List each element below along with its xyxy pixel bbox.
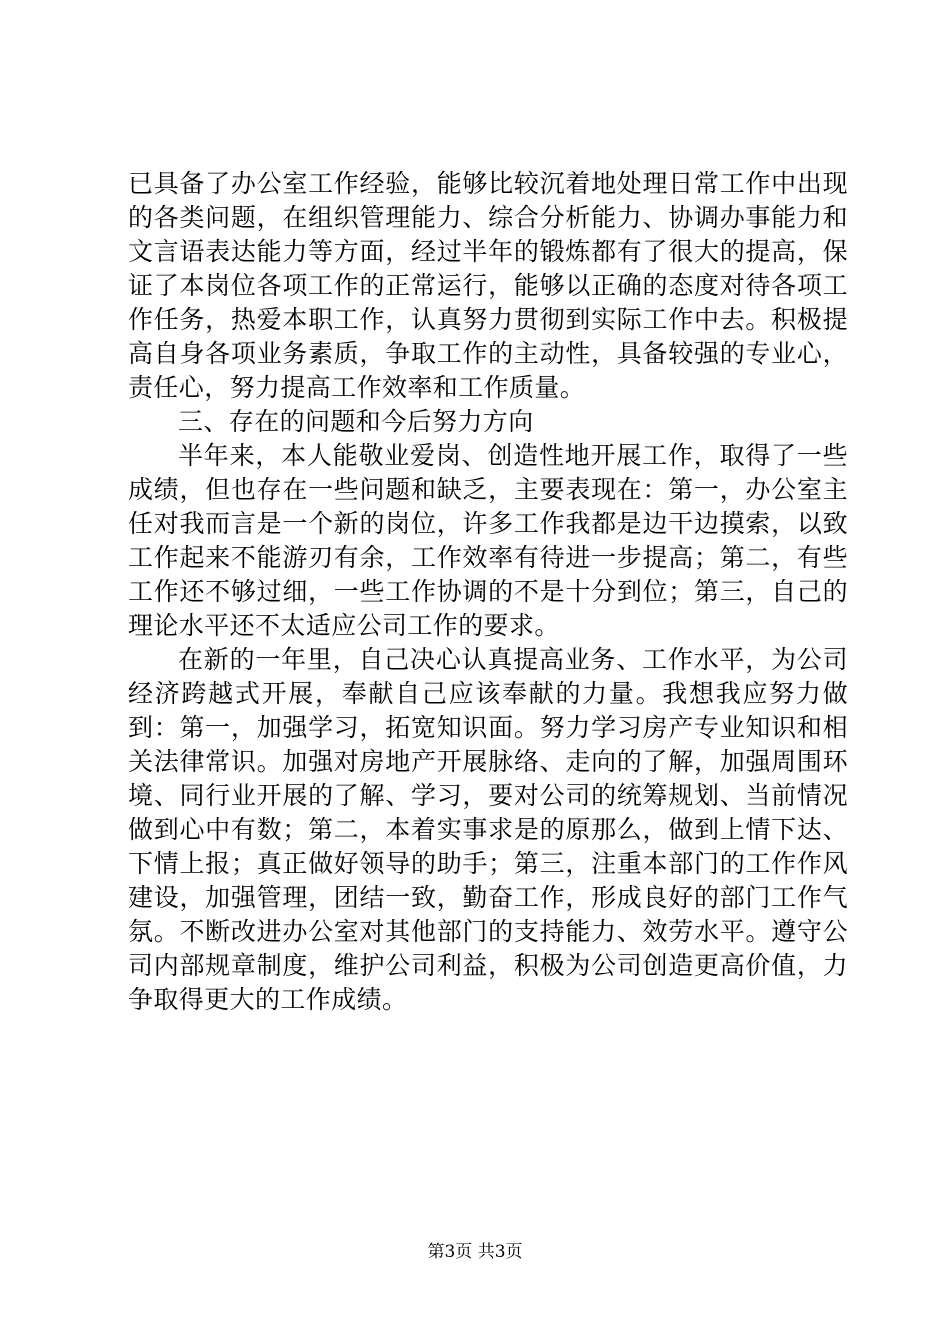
section-heading: 三、存在的问题和今后努力方向 <box>178 407 534 436</box>
paragraph-problems: 半年来，本人能敬业爱岗、创造性地开展工作，取得了一些成绩，但也存在一些问题和缺乏，主要表现在：第一，办公室主任对我而言是一个新的岗位，许多工作我都是边干边摸索，以致工作起来不能游刃有余，工作效率有待进一步提高；第二，有些工作还不够过细，一些工作协调的不是十分到位；第三，自己的理论水平还不太适应公司工作的要求。 <box>128 441 848 640</box>
paragraph-continuation: 已具备了办公室工作经验，能够比较沉着地处理日常工作中出现的各类问题，在组织管理能力、综合分析能力、协调办事能力和文言语表达能力等方面，经过半年的锻炼都有了很大的提高，保证了本岗位各项工作的正常运行，能够以正确的态度对待各项工作任务，热爱本职工作，认真努力贯彻到实际工作中去。积极提高自身各项业务素质，争取工作的主动性，具备较强的专业心，责任心，努力提高工作效率和工作质量。 <box>128 169 848 402</box>
paragraph-plans: 在新的一年里，自己决心认真提高业务、工作水平，为公司经济跨越式开展，奉献自己应该奉献的力量。我想我应努力做到：第一，加强学习，拓宽知识面。努力学习房产专业知识和相关法律常识。加强对房地产开展脉络、走向的了解，加强周围环境、同行业开展的了解、学习，要对公司的统筹规划、当前情况做到心中有数；第二，本着实事求是的原那么，做到上情下达、下情上报；真正做好领导的助手；第三，注重本部门的工作作风建设，加强管理，团结一致，勤奋工作，形成良好的部门工作气氛。不断改进办公室对其他部门的支持能力、效劳水平。遵守公司内部规章制度，维护公司利益，积极为公司创造更高价值，力争取得更大的工作成绩。 <box>128 645 848 1014</box>
page-number-footer: 第3页 共3页 <box>427 1242 523 1262</box>
document-body <box>128 167 848 1017</box>
